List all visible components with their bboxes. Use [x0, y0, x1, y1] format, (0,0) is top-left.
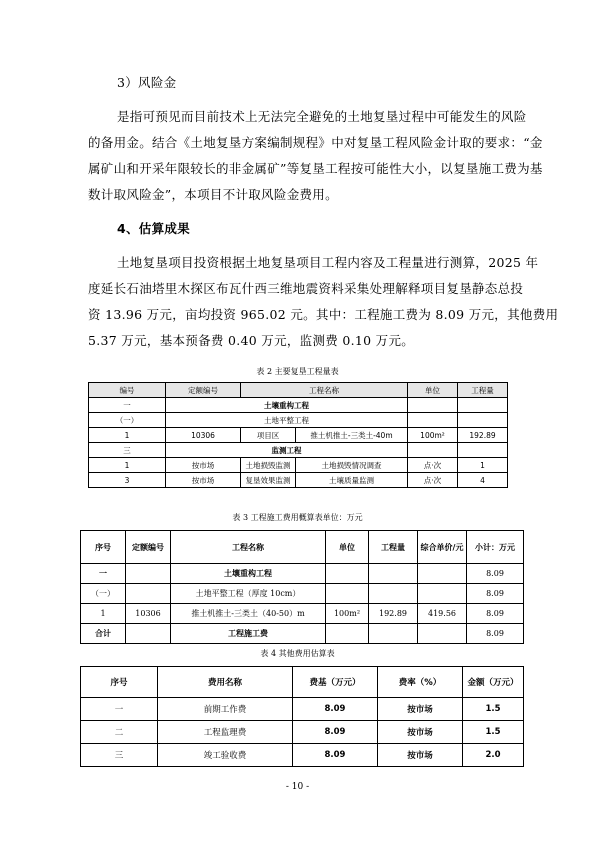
cell	[326, 584, 369, 604]
table-row	[81, 564, 524, 584]
cell: 土地损毁监测	[241, 458, 296, 473]
cell: 10306	[166, 428, 241, 443]
cell: 1.5	[463, 698, 524, 721]
cell: 前期工作费	[158, 698, 293, 721]
table4	[80, 666, 524, 767]
col-header: 单位	[326, 531, 369, 564]
cell: 合计	[81, 624, 126, 644]
cell: 8.09	[467, 624, 524, 644]
col-header: 单位	[408, 383, 458, 398]
cell: 100m²	[326, 604, 369, 624]
table3-caption: 表 3 工程施工费用概算表单位：万元	[232, 513, 363, 522]
table3	[80, 530, 524, 644]
cell: 1.5	[463, 721, 524, 744]
cell: 100m²	[408, 428, 458, 443]
cell	[126, 584, 171, 604]
cell: 推土机推土-三类土-40m	[296, 428, 408, 443]
table-row	[81, 604, 524, 624]
table-row	[89, 473, 508, 488]
table-row	[89, 443, 508, 458]
col-header: 编号	[89, 383, 166, 398]
cell: 192.89	[458, 428, 508, 443]
paragraph-line: 资 13.96 万元，亩均投资 965.02 元。其中：工程施工费为 8.09 万元，其他费用	[88, 307, 559, 322]
paragraph-line: 的备用金。结合《土地复垦方案编制规程》中对复垦工程风险金计取的要求：“金	[88, 135, 543, 150]
cell: 419.56	[418, 604, 467, 624]
cell	[369, 564, 418, 584]
col-header: 工程名称	[241, 383, 408, 398]
cell	[126, 624, 171, 644]
table-row	[89, 428, 508, 443]
cell: 1	[89, 428, 166, 443]
cell	[418, 624, 467, 644]
col-header: 费用名称	[158, 667, 293, 698]
cell: 一	[89, 398, 166, 413]
cell: （一）	[89, 413, 166, 428]
cell	[418, 584, 467, 604]
cell: 工程监理费	[158, 721, 293, 744]
paragraph-line: 数计取风险金”，本项目不计取风险金费用。	[88, 187, 338, 202]
table-row	[81, 721, 524, 744]
cell: 监测工程	[166, 443, 408, 458]
col-header: 定额编号	[166, 383, 241, 398]
col-header: 定额编号	[126, 531, 171, 564]
col-header: 综合单价/元	[418, 531, 467, 564]
table-row	[89, 458, 508, 473]
cell	[326, 624, 369, 644]
col-header: 工程名称	[171, 531, 326, 564]
table-row	[81, 624, 524, 644]
cell: （一）	[81, 584, 126, 604]
cell: 3	[89, 473, 166, 488]
table-row	[81, 698, 524, 721]
table-row	[81, 744, 524, 767]
cell: 8.09	[467, 564, 524, 584]
col-header: 小计：万元	[467, 531, 524, 564]
cell: 8.09	[293, 721, 378, 744]
cell: 二	[81, 721, 158, 744]
cell: 土地平整工程	[166, 413, 408, 428]
cell: 1	[81, 604, 126, 624]
col-header: 工程量	[369, 531, 418, 564]
section-heading-risk: 3）风险金	[117, 75, 177, 90]
cell: 8.09	[293, 744, 378, 767]
cell: 工程施工费	[171, 624, 326, 644]
table4-caption: 表 4 其他费用估算表	[260, 649, 335, 658]
cell: 一	[81, 564, 126, 584]
col-header: 序号	[81, 667, 158, 698]
cell: 三	[81, 744, 158, 767]
col-header: 金额（万元）	[463, 667, 524, 698]
paragraph-line: 5.37 万元，基本预备费 0.40 万元，监测费 0.10 万元。	[88, 333, 415, 348]
table2	[88, 382, 508, 488]
col-header: 费基（万元）	[293, 667, 378, 698]
cell	[126, 564, 171, 584]
cell: 土壤重构工程	[166, 398, 408, 413]
cell	[369, 624, 418, 644]
cell: 一	[81, 698, 158, 721]
cell: 项目区	[241, 428, 296, 443]
cell: 2.0	[463, 744, 524, 767]
col-header: 序号	[81, 531, 126, 564]
cell: 8.09	[467, 584, 524, 604]
cell: 4	[458, 473, 508, 488]
cell: 192.89	[369, 604, 418, 624]
cell: 三	[89, 443, 166, 458]
cell: 按市场	[378, 721, 463, 744]
cell: 按市场	[378, 744, 463, 767]
cell: 土地平整工程（厚度 10cm）	[171, 584, 326, 604]
table2-caption: 表 2 主要复垦工程量表	[256, 367, 339, 376]
cell: 推土机推土-三类土（40-50）m	[171, 604, 326, 624]
paragraph-line: 属矿山和开采年限较长的非金属矿”等复垦工程按可能性大小，以复垦施工费为基	[88, 161, 543, 176]
cell	[326, 564, 369, 584]
cell: 8.09	[467, 604, 524, 624]
cell: 1	[458, 458, 508, 473]
table-row	[81, 584, 524, 604]
page-number: - 10 -	[285, 782, 310, 792]
cell: 按市场	[166, 473, 241, 488]
section-heading-estimate: 4、估算成果	[117, 221, 190, 236]
paragraph-line: 是指可预见而目前技术上无法完全避免的土地复垦过程中可能发生的风险	[117, 109, 527, 124]
cell: 土壤质量监测	[296, 473, 408, 488]
col-header: 费率（%）	[378, 667, 463, 698]
paragraph-line: 土地复垦项目投资根据土地复垦项目工程内容及工程量进行测算，2025 年	[117, 255, 539, 270]
paragraph-line: 度延长石油塔里木探区布瓦什西三维地震资料采集处理解释项目复垦静态总投	[88, 281, 524, 296]
cell: 1	[89, 458, 166, 473]
col-header: 工程量	[458, 383, 508, 398]
table-row	[89, 413, 508, 428]
cell: 土壤重构工程	[171, 564, 326, 584]
cell	[418, 564, 467, 584]
cell: 复垦效果监测	[241, 473, 296, 488]
cell	[369, 584, 418, 604]
cell: 8.09	[293, 698, 378, 721]
table-row	[89, 398, 508, 413]
cell: 竣工验收费	[158, 744, 293, 767]
cell: 10306	[126, 604, 171, 624]
cell: 点·次	[408, 458, 458, 473]
cell: 按市场	[166, 458, 241, 473]
cell: 按市场	[378, 698, 463, 721]
cell: 土地损毁情况调查	[296, 458, 408, 473]
cell: 点·次	[408, 473, 458, 488]
